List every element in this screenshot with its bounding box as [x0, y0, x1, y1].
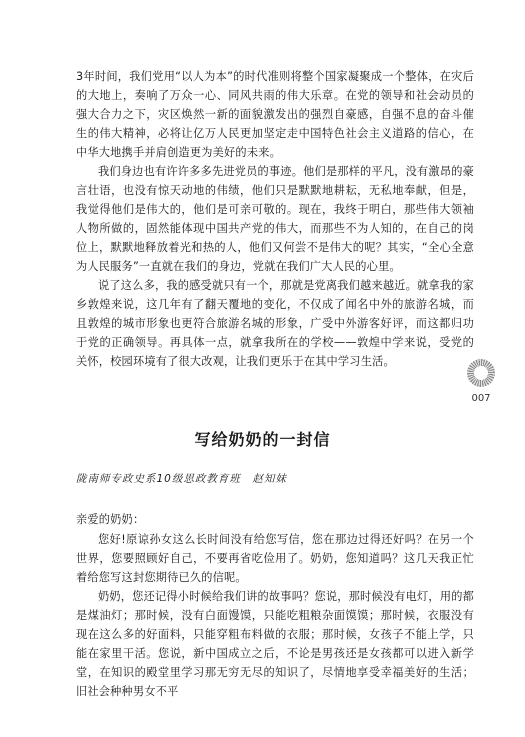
- essay-paragraph: 说了这么多，我的感受就只有一个，那就是党离我们越来越近。就拿我的家乡敦煌来说，这几年有了翻天覆地的变化，不仅成了闻名中外的旅游名城，而且敦煌的城市形象也更符合旅游名城的形象，广受中外游客好评，而这都归功于党的正确领导。再具体一点，就拿我所在的学校——敦煌中学来说，受党的关怀，校园环境有了很大改观，让我们更乐于在其中学习生活。: [76, 279, 474, 368]
- letter-salutation: 亲爱的奶奶：: [76, 513, 145, 526]
- letter-paragraph: 奶奶，您还记得小时候给我们讲的故事吗？您说，那时候没有电灯，用的都是煤油灯；那时候，没有白面馒馍，只能吃粗粮杂面馍馍；那时候，衣服没有现在这么多的好面料，只能穿粗布料做的衣服；那时候，女孩子不能上学，只能在家里干活。您说，新中国成立之后，不论是男孩还是女孩都可以进入新学堂，在知识的殿堂里学习那无穷无尽的知识了，尽情地享受幸福美好的生活；旧社会种种男女不平: [76, 590, 474, 698]
- letter-title: 写给奶奶的一封信: [194, 430, 331, 449]
- letter-author: 陇南师专政史系10级思政教育班 赵知妹: [76, 473, 287, 485]
- sunburst-ornament-icon: [467, 359, 495, 387]
- page-number: 007: [471, 393, 491, 404]
- essay-paragraph: 3年时间，我们党用“以人为本”的时代准则将整个国家凝聚成一个整体，在灾后的大地上，奏响了万众一心、同风共雨的伟大乐章。在党的领导和社会动员的强大合力之下，灾区焕然一新的面貌激发出的强烈自豪感，自强不息的奋斗催生的伟大精神，必将让亿万人民更加坚定走中国特色社会主义道路的信心，在中华大地携手并肩创造更为美好的未来。: [76, 70, 474, 159]
- letter-paragraph: 您好!原谅孙女这么长时间没有给您写信，您在那边过得还好吗？在另一个世界，您要照顾好自己，不要再省吃俭用了。奶奶，您知道吗？这几天我正忙着给您写这封您期待已久的信呢。: [76, 533, 474, 584]
- page-number-marker: [466, 359, 496, 413]
- essay-paragraph: 我们身边也有许许多多先进党员的事迹。他们是那样的平凡，没有激昂的豪言壮语，也没有惊天动地的伟绩，他们只是默默地耕耘，无私地奉献，但是，我觉得他们是伟大的，他们是可亲可敬的。现在，我终于明白，那些伟大领袖人物所做的，固然能体现中国共产党的伟大，而那些不为人知的，在自己的岗位上，默默地释放着光和热的人，他们又何尝不是伟大的呢？其实，“全心全意为人民服务”一直就在我们的身边，党就在我们广大人民的心里。: [76, 165, 474, 273]
